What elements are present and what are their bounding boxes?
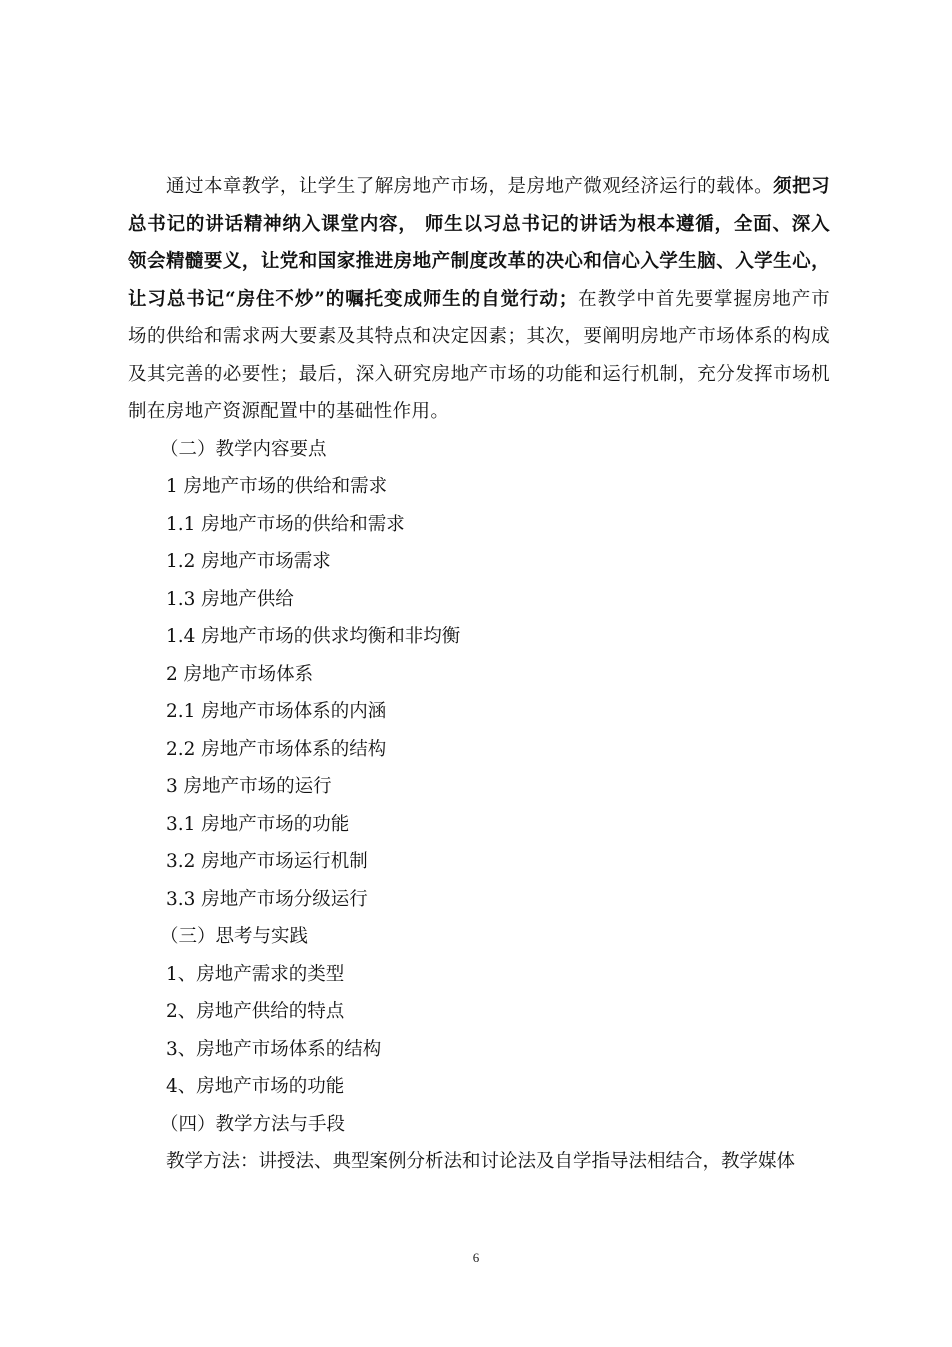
outline-item: 3.1 房地产市场的功能 xyxy=(166,813,350,835)
outline-item: 2.2 房地产市场体系的结构 xyxy=(166,738,387,760)
outline-item: 1 房地产市场的供给和需求 xyxy=(166,476,388,497)
page-number: 6 xyxy=(472,1250,480,1265)
outline-item: 1.1 房地产市场的供给和需求 xyxy=(166,513,405,535)
practice-item: 4、房地产市场的功能 xyxy=(166,1076,345,1097)
practice-item: 2、房地产供给的特点 xyxy=(166,1001,345,1022)
outline-item: 2 房地产市场体系 xyxy=(166,663,314,685)
intro-bold-text: 须把习总书记的讲话精神纳入课堂内容， 师生以习总书记的讲话为根本遵循，全面、深入领会精髓要义，让党和国家推进房地产制度改革的决心和信心入学生脑、入学生心，让习总书记“房住不炒”的嘱托变成师生的自觉行动； xyxy=(128,176,830,310)
intro-paragraph xyxy=(128,168,830,431)
outline-item: 3 房地产市场的运行 xyxy=(166,776,332,797)
outline-item: 3.3 房地产市场分级运行 xyxy=(166,888,368,910)
outline-item: 3.2 房地产市场运行机制 xyxy=(166,851,368,872)
outline-item: 1.4 房地产市场的供求均衡和非均衡 xyxy=(166,626,461,647)
page-body xyxy=(128,168,830,1181)
outline-item: 2.1 房地产市场体系的内涵 xyxy=(166,701,387,722)
practice-item: 1、房地产需求的类型 xyxy=(166,963,345,985)
outline-item: 1.3 房地产供给 xyxy=(166,588,294,610)
section-heading-3: （三）思考与实践 xyxy=(160,926,309,947)
intro-text-1: 通过本章教学，让学生了解房地产市场，是房地产微观经济运行的载体。 xyxy=(166,176,774,197)
practice-item: 3、房地产市场体系的结构 xyxy=(166,1038,382,1060)
section-heading-2: （二）教学内容要点 xyxy=(160,438,327,460)
methods-text: 教学方法：讲授法、典型案例分析法和讨论法及自学指导法相结合，教学媒体 xyxy=(166,1151,796,1172)
outline-item: 1.2 房地产市场需求 xyxy=(166,551,331,572)
intro-text-2: 在教学中首先要掌握房地产市场的供给和需求两大要素及其特点和决定因素；其次，要阐明房地产市场体系的构成及其完善的必要性；最后，深入研究房地产市场的功能和运行机制，充分发挥市场机制在房地产资源配置中的基础性作用。 xyxy=(128,288,831,422)
section-heading-4: （四）教学方法与手段 xyxy=(160,1113,346,1135)
